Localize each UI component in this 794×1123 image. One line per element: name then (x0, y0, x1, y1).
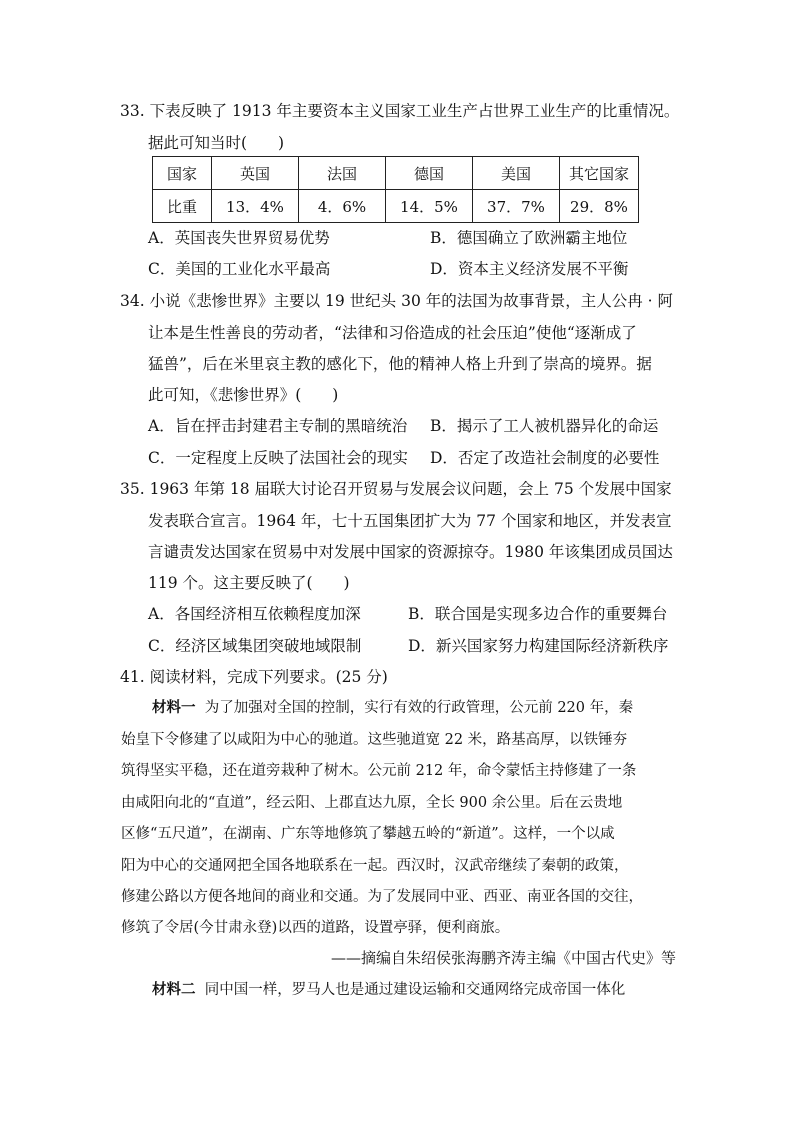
table-header-cell: 德国 (386, 157, 473, 190)
table-header-cell: 法国 (299, 157, 386, 190)
material1-line7: 修建公路以方便各地间的商业和交通。为了发展同中亚、西亚、南亚各国的交往， (121, 889, 643, 905)
q34-option-b: B．揭示了工人被机器异化的命运 (430, 417, 659, 435)
material2-line1 (152, 980, 625, 1000)
q41-stem: 41. 阅读材料，完成下列要求。(25 分) (120, 668, 388, 686)
table-cell: 14．5% (386, 190, 473, 223)
q34-stem-line3: 猛兽”，后在米里哀主教的感化下，他的精神人格上升到了崇高的境界。据 (148, 355, 652, 373)
q33-stem-line1: 33. 下表反映了 1913 年主要资本主义国家工业生产占世界工业生产的比重情况。 (120, 102, 680, 120)
q33-option-c: C．美国的工业化水平最高 (148, 260, 331, 278)
q34-stem-line4: 此可知，《悲惨世界》( ) (148, 386, 339, 404)
material2-text: 同中国一样，罗马人也是通过建设运输和交通网络完成帝国一体化 (204, 982, 626, 998)
q34-option-c: C．一定程度上反映了法国社会的现实 (148, 449, 408, 467)
q35-option-a: A．各国经济相互依赖程度加深 (148, 605, 361, 623)
q33-option-a: A．英国丧失世界贸易优势 (148, 229, 330, 247)
material1-line5: 区修“五尺道”，在湖南、广东等地修筑了攀越五岭的“新道”。这样，一个以咸 (121, 826, 615, 842)
q33-ratio-table (152, 156, 639, 223)
q35-stem-line3: 言谴责发达国家在贸易中对发展中国家的资源掠夺。1980 年该集团成员国达 (148, 543, 673, 561)
q33-option-b: B．德国确立了欧洲霸主地位 (430, 229, 628, 247)
q33-stem-line2: 据此可知当时( ) (148, 134, 285, 152)
q35-stem-line2: 发表联合宣言。1964 年，七十五国集团扩大为 77 个国家和地区，并发表宣 (148, 512, 672, 530)
material1-label: 材料一 (152, 699, 196, 716)
table-cell: 29．8% (560, 190, 639, 223)
material1-line8: 修筑了令居(今甘肃永登)以西的道路，设置亭驿，便利商旅。 (121, 920, 510, 936)
material1-line6: 阳为中心的交通网把全国各地联系在一起。西汉时，汉武帝继续了秦朝的政策， (121, 858, 629, 874)
q34-option-d: D．否定了改造社会制度的必要性 (430, 449, 660, 467)
q35-stem-line4: 119 个。这主要反映了( ) (148, 574, 350, 592)
table-cell: 37．7% (473, 190, 560, 223)
material1-source: ——摘编自朱绍侯张海鹏齐涛主编《中国古代史》等 (330, 949, 676, 967)
material1-line2: 始皇下令修建了以咸阳为中心的驰道。这些驰道宽 22 米，路基高厚，以铁锤夯 (121, 732, 628, 748)
q35-option-d: D．新兴国家努力构建国际经济新秩序 (408, 637, 669, 655)
material2-label: 材料二 (152, 981, 196, 998)
q34-stem-line1: 34. 小说《悲惨世界》主要以 19 世纪头 30 年的法国为故事背景，主人公冉 · 阿 (120, 292, 674, 310)
table-header-cell: 英国 (212, 157, 299, 190)
q35-stem-line1: 35. 1963 年第 18 届联大讨论召开贸易与发展会议问题，会上 75 个发展中国家 (120, 480, 672, 498)
material1-line3: 筑得坚实平稳，还在道旁栽种了树木。公元前 212 年，命令蒙恬主持修建了一条 (121, 763, 637, 779)
material1-line4: 由咸阳向北的“直道”，经云阳、上郡直达九原，全长 900 余公里。后在云贵地 (121, 795, 623, 811)
q35-option-b: B．联合国是实现多边合作的重要舞台 (408, 605, 668, 623)
table-row (153, 190, 639, 223)
table-cell: 4．6% (299, 190, 386, 223)
q34-option-a: A．旨在抨击封建君主专制的黑暗统治 (148, 417, 408, 435)
table-cell: 13．4% (212, 190, 299, 223)
table-header-row (153, 157, 639, 190)
material1-text: 为了加强对全国的控制，实行有效的行政管理，公元前 220 年，秦 (204, 700, 634, 716)
q35-option-c: C．经济区域集团突破地域限制 (148, 637, 362, 655)
table-header-cell: 其它国家 (560, 157, 639, 190)
material1-line1 (152, 698, 633, 718)
table-cell: 比重 (153, 190, 212, 223)
table-header-cell: 国家 (153, 157, 212, 190)
q34-stem-line2: 让本是生性善良的劳动者，“法律和习俗造成的社会压迫”使他“逐渐成了 (148, 324, 637, 342)
table-header-cell: 美国 (473, 157, 560, 190)
q33-option-d: D．资本主义经济发展不平衡 (430, 260, 629, 278)
